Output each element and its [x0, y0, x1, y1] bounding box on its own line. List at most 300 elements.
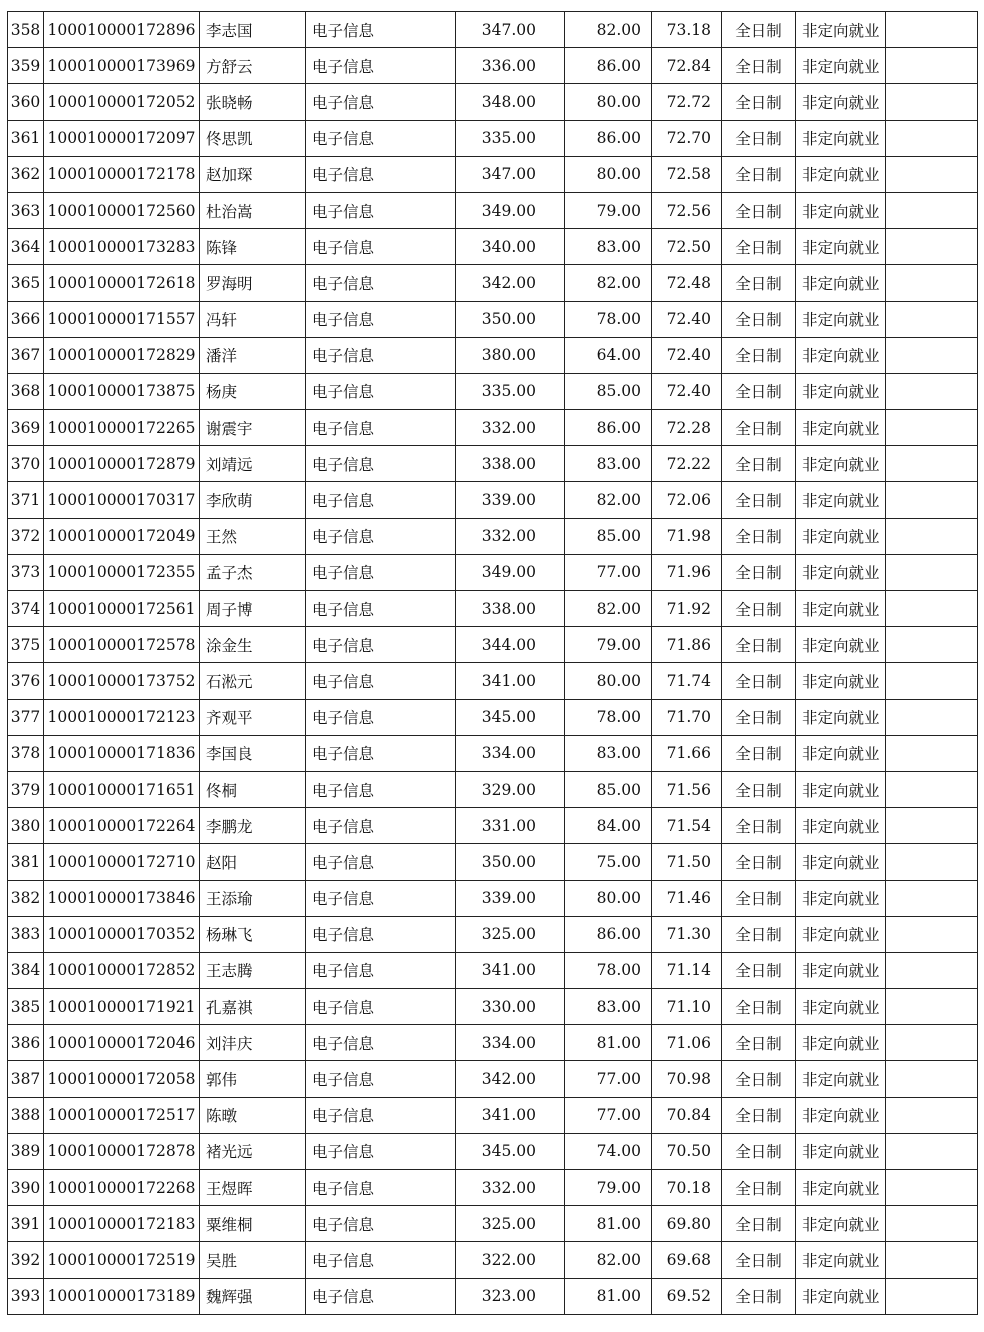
total-score-cell: 71.96 — [652, 554, 722, 590]
study-mode-cell: 全日制 — [722, 1133, 796, 1169]
row-number-cell: 377 — [8, 699, 44, 735]
candidate-name-cell: 石淞元 — [200, 663, 306, 699]
study-mode-cell: 全日制 — [722, 808, 796, 844]
total-score-cell: 69.68 — [652, 1242, 722, 1278]
major-cell: 电子信息 — [306, 265, 456, 301]
table-row — [8, 1133, 978, 1169]
study-mode-cell: 全日制 — [722, 482, 796, 518]
total-score-cell: 72.56 — [652, 192, 722, 228]
retest-score-cell: 84.00 — [565, 808, 652, 844]
candidate-id-cell: 100010000172052 — [44, 84, 200, 120]
total-score-cell: 72.06 — [652, 482, 722, 518]
empty-cell — [886, 410, 978, 446]
table-row — [8, 1278, 978, 1314]
major-cell: 电子信息 — [306, 229, 456, 265]
employment-type-cell: 非定向就业 — [796, 48, 886, 84]
candidate-id-cell: 100010000172561 — [44, 591, 200, 627]
initial-score-cell: 325.00 — [456, 1206, 565, 1242]
employment-type-cell: 非定向就业 — [796, 229, 886, 265]
study-mode-cell: 全日制 — [722, 1206, 796, 1242]
major-cell: 电子信息 — [306, 554, 456, 590]
study-mode-cell: 全日制 — [722, 301, 796, 337]
initial-score-cell: 349.00 — [456, 554, 565, 590]
total-score-cell: 71.92 — [652, 591, 722, 627]
empty-cell — [886, 699, 978, 735]
study-mode-cell: 全日制 — [722, 627, 796, 663]
major-cell: 电子信息 — [306, 301, 456, 337]
retest-score-cell: 79.00 — [565, 627, 652, 663]
initial-score-cell: 330.00 — [456, 989, 565, 1025]
candidate-name-cell: 涂金生 — [200, 627, 306, 663]
candidate-name-cell: 齐观平 — [200, 699, 306, 735]
employment-type-cell: 非定向就业 — [796, 518, 886, 554]
retest-score-cell: 80.00 — [565, 663, 652, 699]
candidate-id-cell: 100010000172879 — [44, 446, 200, 482]
row-number-cell: 360 — [8, 84, 44, 120]
major-cell: 电子信息 — [306, 880, 456, 916]
study-mode-cell: 全日制 — [722, 699, 796, 735]
candidate-name-cell: 张晓畅 — [200, 84, 306, 120]
retest-score-cell: 74.00 — [565, 1133, 652, 1169]
table-row — [8, 156, 978, 192]
candidate-name-cell: 王志腾 — [200, 952, 306, 988]
major-cell: 电子信息 — [306, 989, 456, 1025]
candidate-name-cell: 方舒云 — [200, 48, 306, 84]
initial-score-cell: 344.00 — [456, 627, 565, 663]
candidate-name-cell: 李欣萌 — [200, 482, 306, 518]
table-row — [8, 446, 978, 482]
total-score-cell: 71.30 — [652, 916, 722, 952]
row-number-cell: 388 — [8, 1097, 44, 1133]
candidate-id-cell: 100010000171921 — [44, 989, 200, 1025]
employment-type-cell: 非定向就业 — [796, 1170, 886, 1206]
table-row — [8, 699, 978, 735]
empty-cell — [886, 627, 978, 663]
candidate-name-cell: 李国良 — [200, 735, 306, 771]
retest-score-cell: 80.00 — [565, 880, 652, 916]
retest-score-cell: 82.00 — [565, 265, 652, 301]
retest-score-cell: 77.00 — [565, 1061, 652, 1097]
empty-cell — [886, 446, 978, 482]
employment-type-cell: 非定向就业 — [796, 916, 886, 952]
total-score-cell: 71.10 — [652, 989, 722, 1025]
empty-cell — [886, 84, 978, 120]
study-mode-cell: 全日制 — [722, 337, 796, 373]
initial-score-cell: 325.00 — [456, 916, 565, 952]
retest-score-cell: 83.00 — [565, 989, 652, 1025]
empty-cell — [886, 192, 978, 228]
candidate-id-cell: 100010000172618 — [44, 265, 200, 301]
empty-cell — [886, 1061, 978, 1097]
total-score-cell: 71.74 — [652, 663, 722, 699]
major-cell: 电子信息 — [306, 373, 456, 409]
employment-type-cell: 非定向就业 — [796, 808, 886, 844]
major-cell: 电子信息 — [306, 1133, 456, 1169]
row-number-cell: 363 — [8, 192, 44, 228]
employment-type-cell: 非定向就业 — [796, 771, 886, 807]
initial-score-cell: 335.00 — [456, 373, 565, 409]
candidate-id-cell: 100010000173189 — [44, 1278, 200, 1314]
major-cell: 电子信息 — [306, 120, 456, 156]
retest-score-cell: 75.00 — [565, 844, 652, 880]
row-number-cell: 365 — [8, 265, 44, 301]
employment-type-cell: 非定向就业 — [796, 265, 886, 301]
total-score-cell: 71.06 — [652, 1025, 722, 1061]
initial-score-cell: 332.00 — [456, 410, 565, 446]
candidate-id-cell: 100010000172355 — [44, 554, 200, 590]
retest-score-cell: 82.00 — [565, 12, 652, 48]
table-row — [8, 482, 978, 518]
empty-cell — [886, 1242, 978, 1278]
employment-type-cell: 非定向就业 — [796, 120, 886, 156]
study-mode-cell: 全日制 — [722, 1242, 796, 1278]
candidate-id-cell: 100010000172046 — [44, 1025, 200, 1061]
row-number-cell: 361 — [8, 120, 44, 156]
total-score-cell: 72.40 — [652, 337, 722, 373]
total-score-cell: 71.14 — [652, 952, 722, 988]
row-number-cell: 390 — [8, 1170, 44, 1206]
row-number-cell: 364 — [8, 229, 44, 265]
row-number-cell: 366 — [8, 301, 44, 337]
candidate-name-cell: 冯轩 — [200, 301, 306, 337]
row-number-cell: 375 — [8, 627, 44, 663]
employment-type-cell: 非定向就业 — [796, 952, 886, 988]
major-cell: 电子信息 — [306, 1061, 456, 1097]
retest-score-cell: 83.00 — [565, 229, 652, 265]
total-score-cell: 70.50 — [652, 1133, 722, 1169]
row-number-cell: 376 — [8, 663, 44, 699]
major-cell: 电子信息 — [306, 627, 456, 663]
major-cell: 电子信息 — [306, 1278, 456, 1314]
employment-type-cell: 非定向就业 — [796, 373, 886, 409]
row-number-cell: 369 — [8, 410, 44, 446]
study-mode-cell: 全日制 — [722, 952, 796, 988]
employment-type-cell: 非定向就业 — [796, 1025, 886, 1061]
table-row — [8, 120, 978, 156]
initial-score-cell: 336.00 — [456, 48, 565, 84]
major-cell: 电子信息 — [306, 192, 456, 228]
retest-score-cell: 78.00 — [565, 301, 652, 337]
retest-score-cell: 77.00 — [565, 554, 652, 590]
empty-cell — [886, 771, 978, 807]
empty-cell — [886, 989, 978, 1025]
candidate-name-cell: 周子博 — [200, 591, 306, 627]
retest-score-cell: 79.00 — [565, 192, 652, 228]
candidate-name-cell: 佟思凯 — [200, 120, 306, 156]
initial-score-cell: 332.00 — [456, 518, 565, 554]
major-cell: 电子信息 — [306, 156, 456, 192]
empty-cell — [886, 591, 978, 627]
row-number-cell: 380 — [8, 808, 44, 844]
table-body — [8, 12, 978, 1315]
candidate-id-cell: 100010000172058 — [44, 1061, 200, 1097]
empty-cell — [886, 156, 978, 192]
initial-score-cell: 341.00 — [456, 1097, 565, 1133]
employment-type-cell: 非定向就业 — [796, 554, 886, 590]
empty-cell — [886, 554, 978, 590]
retest-score-cell: 85.00 — [565, 373, 652, 409]
total-score-cell: 73.18 — [652, 12, 722, 48]
empty-cell — [886, 663, 978, 699]
employment-type-cell: 非定向就业 — [796, 337, 886, 373]
study-mode-cell: 全日制 — [722, 735, 796, 771]
row-number-cell: 372 — [8, 518, 44, 554]
row-number-cell: 367 — [8, 337, 44, 373]
study-mode-cell: 全日制 — [722, 1097, 796, 1133]
major-cell: 电子信息 — [306, 735, 456, 771]
table-row — [8, 952, 978, 988]
study-mode-cell: 全日制 — [722, 518, 796, 554]
total-score-cell: 72.40 — [652, 373, 722, 409]
major-cell: 电子信息 — [306, 337, 456, 373]
initial-score-cell: 350.00 — [456, 844, 565, 880]
candidate-name-cell: 刘靖远 — [200, 446, 306, 482]
study-mode-cell: 全日制 — [722, 663, 796, 699]
row-number-cell: 382 — [8, 880, 44, 916]
total-score-cell: 71.54 — [652, 808, 722, 844]
row-number-cell: 392 — [8, 1242, 44, 1278]
candidate-id-cell: 100010000172123 — [44, 699, 200, 735]
study-mode-cell: 全日制 — [722, 410, 796, 446]
major-cell: 电子信息 — [306, 1170, 456, 1206]
study-mode-cell: 全日制 — [722, 446, 796, 482]
total-score-cell: 72.84 — [652, 48, 722, 84]
candidate-name-cell: 李鹏龙 — [200, 808, 306, 844]
retest-score-cell: 78.00 — [565, 699, 652, 735]
study-mode-cell: 全日制 — [722, 84, 796, 120]
major-cell: 电子信息 — [306, 916, 456, 952]
study-mode-cell: 全日制 — [722, 1170, 796, 1206]
table-row — [8, 337, 978, 373]
employment-type-cell: 非定向就业 — [796, 1061, 886, 1097]
empty-cell — [886, 229, 978, 265]
empty-cell — [886, 373, 978, 409]
candidate-name-cell: 王添瑜 — [200, 880, 306, 916]
employment-type-cell: 非定向就业 — [796, 735, 886, 771]
total-score-cell: 70.98 — [652, 1061, 722, 1097]
row-number-cell: 381 — [8, 844, 44, 880]
candidate-id-cell: 100010000172878 — [44, 1133, 200, 1169]
study-mode-cell: 全日制 — [722, 12, 796, 48]
empty-cell — [886, 1133, 978, 1169]
row-number-cell: 374 — [8, 591, 44, 627]
study-mode-cell: 全日制 — [722, 192, 796, 228]
initial-score-cell: 349.00 — [456, 192, 565, 228]
candidate-id-cell: 100010000173752 — [44, 663, 200, 699]
candidate-name-cell: 赵阳 — [200, 844, 306, 880]
retest-score-cell: 80.00 — [565, 84, 652, 120]
table-row — [8, 627, 978, 663]
employment-type-cell: 非定向就业 — [796, 844, 886, 880]
total-score-cell: 72.48 — [652, 265, 722, 301]
major-cell: 电子信息 — [306, 12, 456, 48]
candidate-id-cell: 100010000172896 — [44, 12, 200, 48]
candidate-id-cell: 100010000172268 — [44, 1170, 200, 1206]
row-number-cell: 383 — [8, 916, 44, 952]
empty-cell — [886, 952, 978, 988]
employment-type-cell: 非定向就业 — [796, 1206, 886, 1242]
total-score-cell: 72.28 — [652, 410, 722, 446]
results-table — [7, 11, 978, 1315]
candidate-id-cell: 100010000173875 — [44, 373, 200, 409]
candidate-name-cell: 潘洋 — [200, 337, 306, 373]
table-row — [8, 771, 978, 807]
total-score-cell: 71.66 — [652, 735, 722, 771]
major-cell: 电子信息 — [306, 48, 456, 84]
total-score-cell: 72.50 — [652, 229, 722, 265]
row-number-cell: 393 — [8, 1278, 44, 1314]
table-row — [8, 554, 978, 590]
table-row — [8, 84, 978, 120]
empty-cell — [886, 301, 978, 337]
candidate-name-cell: 赵加琛 — [200, 156, 306, 192]
initial-score-cell: 342.00 — [456, 1061, 565, 1097]
retest-score-cell: 78.00 — [565, 952, 652, 988]
candidate-id-cell: 100010000170352 — [44, 916, 200, 952]
initial-score-cell: 331.00 — [456, 808, 565, 844]
employment-type-cell: 非定向就业 — [796, 410, 886, 446]
table-row — [8, 844, 978, 880]
candidate-id-cell: 100010000172578 — [44, 627, 200, 663]
candidate-id-cell: 100010000171836 — [44, 735, 200, 771]
initial-score-cell: 338.00 — [456, 591, 565, 627]
table-row — [8, 192, 978, 228]
study-mode-cell: 全日制 — [722, 916, 796, 952]
retest-score-cell: 82.00 — [565, 1242, 652, 1278]
candidate-id-cell: 100010000172049 — [44, 518, 200, 554]
candidate-id-cell: 100010000172264 — [44, 808, 200, 844]
total-score-cell: 71.70 — [652, 699, 722, 735]
empty-cell — [886, 916, 978, 952]
empty-cell — [886, 1170, 978, 1206]
table-row — [8, 265, 978, 301]
major-cell: 电子信息 — [306, 1025, 456, 1061]
table-row — [8, 410, 978, 446]
initial-score-cell: 348.00 — [456, 84, 565, 120]
major-cell: 电子信息 — [306, 446, 456, 482]
table-row — [8, 12, 978, 48]
employment-type-cell: 非定向就业 — [796, 84, 886, 120]
candidate-id-cell: 100010000172829 — [44, 337, 200, 373]
table-row — [8, 663, 978, 699]
candidate-name-cell: 魏辉强 — [200, 1278, 306, 1314]
retest-score-cell: 86.00 — [565, 120, 652, 156]
employment-type-cell: 非定向就业 — [796, 1278, 886, 1314]
employment-type-cell: 非定向就业 — [796, 880, 886, 916]
empty-cell — [886, 265, 978, 301]
initial-score-cell: 345.00 — [456, 1133, 565, 1169]
table-row — [8, 48, 978, 84]
candidate-name-cell: 王煜晖 — [200, 1170, 306, 1206]
table-row — [8, 808, 978, 844]
empty-cell — [886, 1278, 978, 1314]
candidate-id-cell: 100010000171557 — [44, 301, 200, 337]
candidate-id-cell: 100010000173846 — [44, 880, 200, 916]
total-score-cell: 71.98 — [652, 518, 722, 554]
table-row — [8, 373, 978, 409]
empty-cell — [886, 12, 978, 48]
initial-score-cell: 322.00 — [456, 1242, 565, 1278]
empty-cell — [886, 482, 978, 518]
candidate-name-cell: 罗海明 — [200, 265, 306, 301]
retest-score-cell: 82.00 — [565, 482, 652, 518]
candidate-id-cell: 100010000172265 — [44, 410, 200, 446]
empty-cell — [886, 844, 978, 880]
employment-type-cell: 非定向就业 — [796, 482, 886, 518]
empty-cell — [886, 518, 978, 554]
candidate-name-cell: 陈锋 — [200, 229, 306, 265]
employment-type-cell: 非定向就业 — [796, 156, 886, 192]
table-row — [8, 1206, 978, 1242]
total-score-cell: 69.80 — [652, 1206, 722, 1242]
major-cell: 电子信息 — [306, 952, 456, 988]
employment-type-cell: 非定向就业 — [796, 192, 886, 228]
row-number-cell: 358 — [8, 12, 44, 48]
major-cell: 电子信息 — [306, 808, 456, 844]
retest-score-cell: 77.00 — [565, 1097, 652, 1133]
candidate-id-cell: 100010000170317 — [44, 482, 200, 518]
candidate-name-cell: 孟子杰 — [200, 554, 306, 590]
study-mode-cell: 全日制 — [722, 880, 796, 916]
major-cell: 电子信息 — [306, 1206, 456, 1242]
row-number-cell: 371 — [8, 482, 44, 518]
major-cell: 电子信息 — [306, 84, 456, 120]
table-row — [8, 1170, 978, 1206]
empty-cell — [886, 48, 978, 84]
major-cell: 电子信息 — [306, 1097, 456, 1133]
row-number-cell: 379 — [8, 771, 44, 807]
row-number-cell: 359 — [8, 48, 44, 84]
total-score-cell: 70.18 — [652, 1170, 722, 1206]
employment-type-cell: 非定向就业 — [796, 1242, 886, 1278]
candidate-id-cell: 100010000172519 — [44, 1242, 200, 1278]
study-mode-cell: 全日制 — [722, 1278, 796, 1314]
retest-score-cell: 86.00 — [565, 916, 652, 952]
candidate-name-cell: 粟维桐 — [200, 1206, 306, 1242]
major-cell: 电子信息 — [306, 699, 456, 735]
candidate-name-cell: 郭伟 — [200, 1061, 306, 1097]
empty-cell — [886, 735, 978, 771]
candidate-name-cell: 佟桐 — [200, 771, 306, 807]
study-mode-cell: 全日制 — [722, 844, 796, 880]
study-mode-cell: 全日制 — [722, 265, 796, 301]
candidate-id-cell: 100010000173283 — [44, 229, 200, 265]
candidate-name-cell: 吴胜 — [200, 1242, 306, 1278]
empty-cell — [886, 1206, 978, 1242]
initial-score-cell: 345.00 — [456, 699, 565, 735]
candidate-id-cell: 100010000172178 — [44, 156, 200, 192]
retest-score-cell: 86.00 — [565, 48, 652, 84]
employment-type-cell: 非定向就业 — [796, 699, 886, 735]
candidate-id-cell: 100010000172560 — [44, 192, 200, 228]
initial-score-cell: 329.00 — [456, 771, 565, 807]
initial-score-cell: 350.00 — [456, 301, 565, 337]
total-score-cell: 69.52 — [652, 1278, 722, 1314]
employment-type-cell: 非定向就业 — [796, 989, 886, 1025]
retest-score-cell: 83.00 — [565, 446, 652, 482]
retest-score-cell: 83.00 — [565, 735, 652, 771]
study-mode-cell: 全日制 — [722, 1025, 796, 1061]
study-mode-cell: 全日制 — [722, 229, 796, 265]
major-cell: 电子信息 — [306, 482, 456, 518]
candidate-name-cell: 李志国 — [200, 12, 306, 48]
empty-cell — [886, 1097, 978, 1133]
study-mode-cell: 全日制 — [722, 1061, 796, 1097]
employment-type-cell: 非定向就业 — [796, 1133, 886, 1169]
candidate-id-cell: 100010000171651 — [44, 771, 200, 807]
candidate-name-cell: 王然 — [200, 518, 306, 554]
candidate-name-cell: 陈暾 — [200, 1097, 306, 1133]
